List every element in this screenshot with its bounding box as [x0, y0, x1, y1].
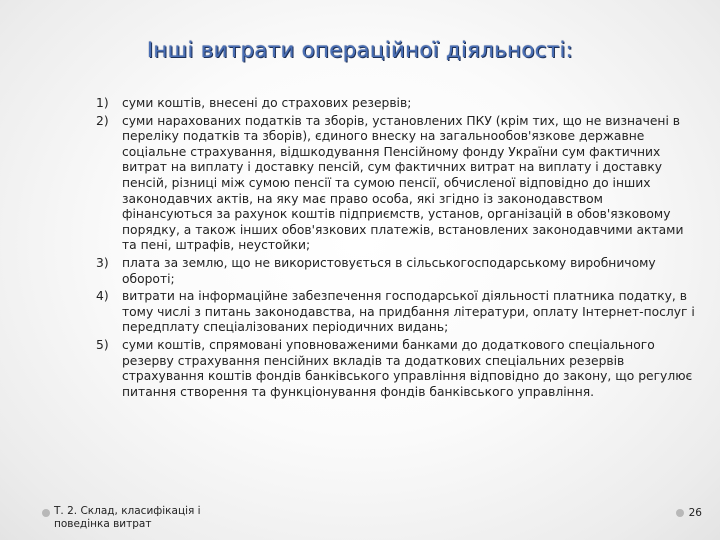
item-number: 5) — [96, 337, 109, 352]
item-number: 4) — [96, 289, 109, 304]
item-number: 3) — [96, 255, 109, 270]
list-item — [96, 289, 696, 336]
bullet-dot-icon — [42, 509, 50, 517]
item-text: плата за землю, що не використовується в сільськогосподарському виробничому обороті; — [122, 255, 656, 286]
list-item — [96, 96, 696, 112]
item-number: 1) — [96, 96, 109, 110]
item-number: 2) — [96, 113, 109, 128]
item-text: витрати на інформаційне забезпечення господарської діяльності платника податку, в тому числі з питань законодавства, на придбання літератури, оплату Інтернет-послуг і передплату спеціалізованих періодичних видань; — [122, 289, 695, 335]
item-text: суми коштів, внесені до страхових резервів; — [122, 96, 412, 110]
expense-list — [96, 96, 696, 402]
footer-section-text: Т. 2. Склад, класифікація і поведінка витрат — [54, 505, 201, 530]
footer-section — [42, 505, 204, 531]
list-item — [96, 256, 696, 287]
page-number: 26 — [688, 507, 702, 519]
bullet-dot-icon — [676, 509, 684, 517]
list-item — [96, 338, 696, 400]
footer-page — [676, 507, 702, 519]
list-item — [96, 114, 696, 254]
slide-title: Інші витрати операційної діяльності: — [146, 38, 574, 63]
item-text: суми коштів, спрямовані уповноваженими банками до додаткового спеціального резерву страхування пенсійних вкладів та додаткових спеціальних резервів страхування коштів фондів банківського управління відповідно до закону, що регулює питання створення та функціонування фондів банківського управління. — [122, 337, 693, 399]
item-text: суми нарахованих податків та зборів, установлених ПКУ (крім тих, що не визначені в переліку податків та зборів), єдиного внеску на загальнообов'язкове державне соціальне страхування, відшкодування Пенсійному фонду України сум фактичних витрат на виплату і доставку пенсій, сум фактичних витрат на виплату і доставку пенсій, різниці між сумою пенсії та сумою пенсії, обчисленої відповідно до інших законодавчих актів, на яку має право особа, які згідно із законодавством фінансуються за рахунок коштів підприємств, установ, організацій в обов'язковому порядку, а також інших обов'язкових платежів, встановлених законодавчими актами та пені, штрафів, неустойки; — [122, 113, 684, 253]
